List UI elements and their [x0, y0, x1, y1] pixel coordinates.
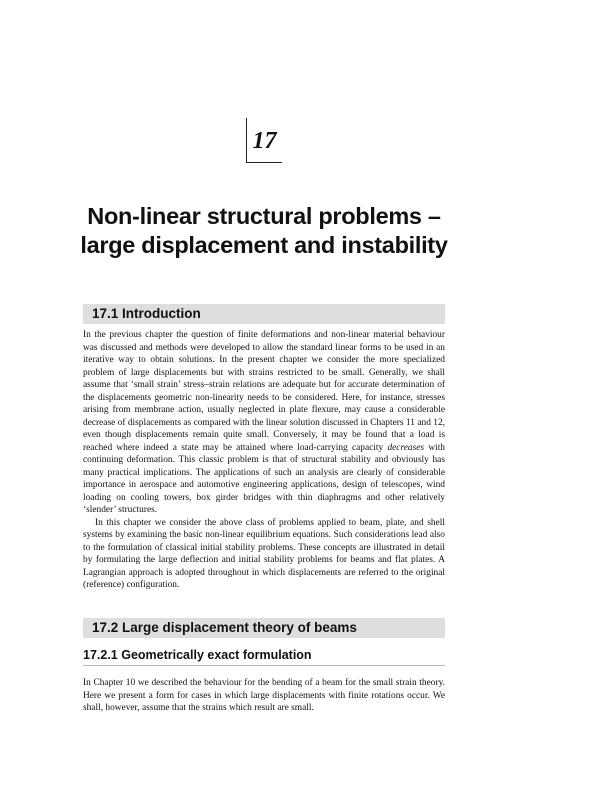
chapter-title [60, 202, 468, 260]
introduction-body [83, 329, 445, 592]
introduction-paragraph-1: In the previous chapter the question of finite deformations and non-linear material behaviour was discussed and methods were developed to allow the standard linear forms to be used in an iterative way to obtain solutions. In the present chapter we consider the more specialized problem of large displacements but with strains restricted to be small. Generally, we shall assume that ‘small strain’ stress–strain relations are adequate but for accurate determination of the displacements geometric non-linearity needs to be considered. Here, for instance, stresses arising from membrane action, usually neglected in plate flexure, may cause a considerable decrease of displacements as compared with the linear solution discussed in Chapters 11 and 12, even though displacements remain quite small. Conversely, it may be found that a load is reached where indeed a state may be attained where load-carrying capacity decreases with continuing deformation. This classic problem is that of structural stability and obviously has many practical implications. The applications of such an analysis are clearly of considerable importance in aerospace and automotive engineering applications, design of telescopes, wind loading on cooling towers, box girder bridges with thin diaphragms and other relatively ‘slender’ structures. [83, 330, 445, 515]
chapter-title-line-1: Non-linear structural problems – [87, 203, 441, 229]
chapter-number: 17 [246, 118, 282, 163]
beams-paragraph-1: In Chapter 10 we described the behaviour for the bending of a beam for the small strain theory. Here we present a form for cases in which large displacements with finite rotations occur. We shall, however, assume that the strains which result are small. [83, 678, 445, 713]
subsection-heading-geometrically-exact: 17.2.1 Geometrically exact formulation [83, 647, 445, 666]
chapter-title-line-2: large displacement and instability [80, 232, 448, 258]
section-heading-introduction: 17.1 Introduction [83, 304, 445, 324]
beams-body [83, 677, 445, 715]
section-heading-large-displacement: 17.2 Large displacement theory of beams [83, 618, 445, 638]
introduction-paragraph-2: In this chapter we consider the above class of problems applied to beam, plate, and shell systems by examining the basic non-linear equilibrium equations. Such considerations lead also to the formulation of classical initial stability problems. These concepts are illustrated in detail by formulating the large deflection and initial stability problems for beams and flat plates. A Lagrangian approach is adopted throughout in which displacements are referred to the original (reference) configuration. [83, 517, 445, 590]
